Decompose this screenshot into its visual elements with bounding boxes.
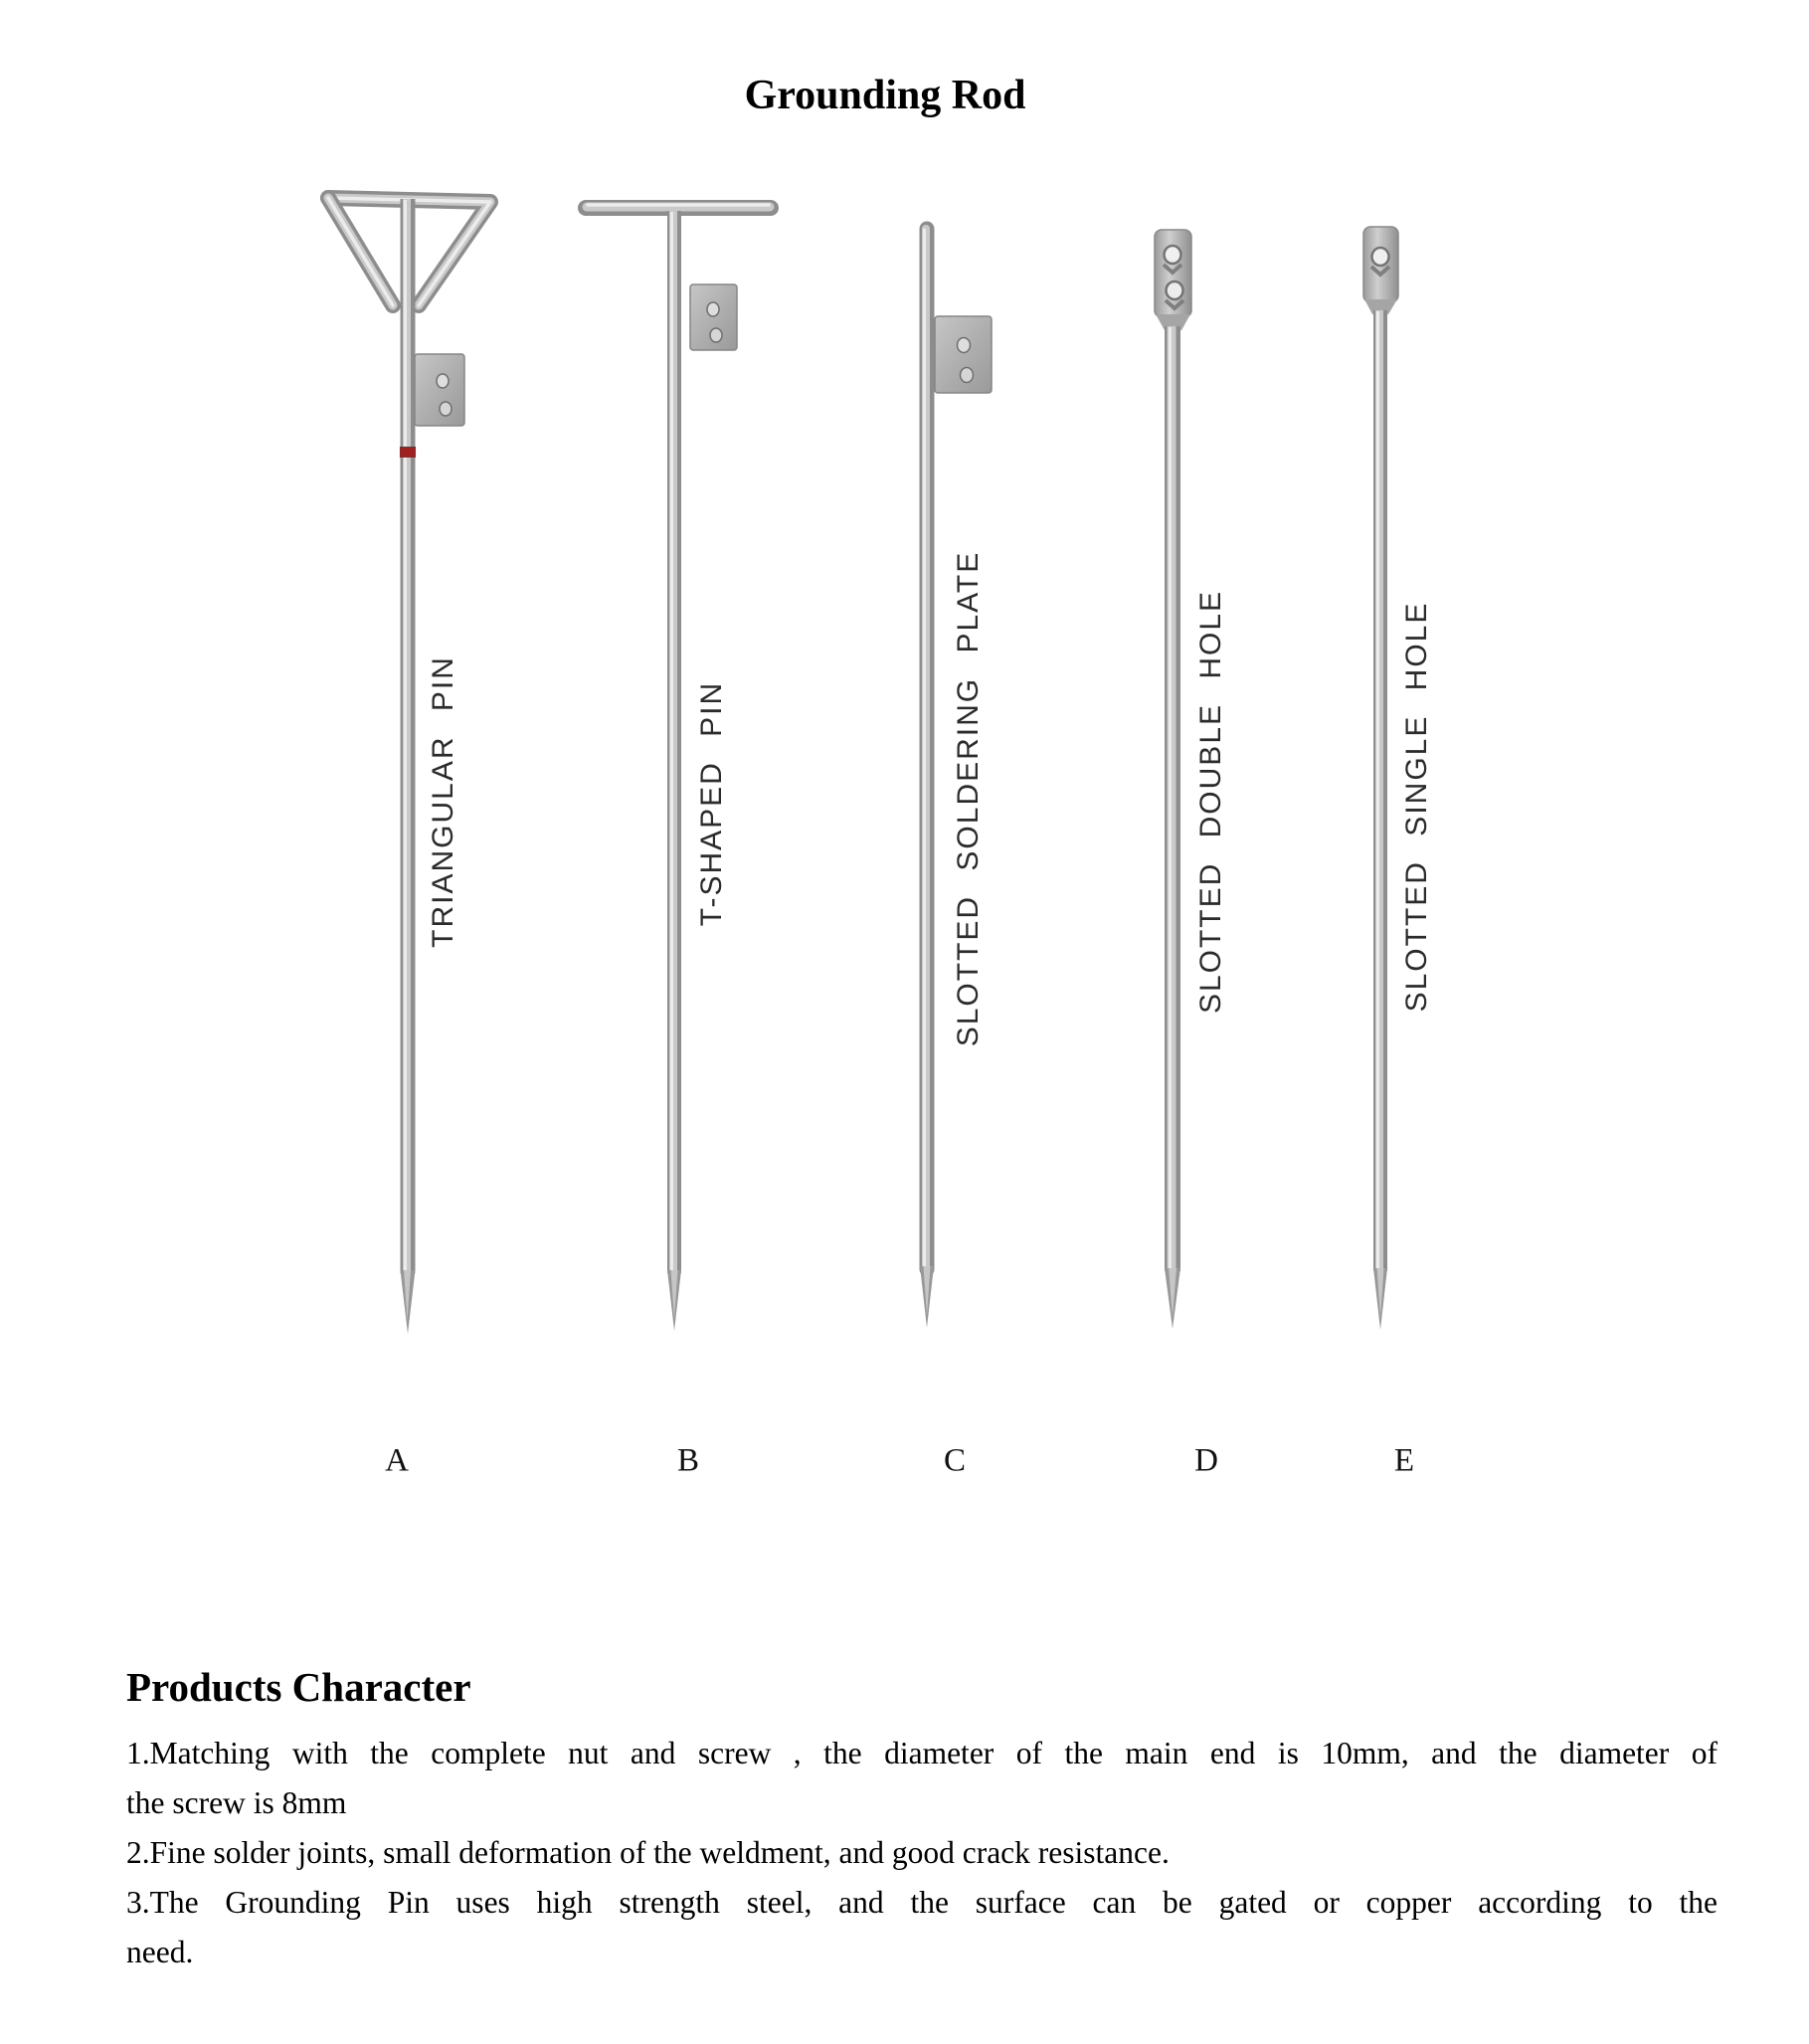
rod-a-red-mark xyxy=(400,447,416,458)
character-line-1: 1.Matching with the complete nut and screw , the diameter of the main end is 10mm, and the diameter of xyxy=(126,1736,1718,1770)
character-line-4: 3.The Grounding Pin uses high strength steel, and the surface can be gated or copper according to the xyxy=(126,1885,1718,1920)
character-line-3: 2.Fine solder joints, small deformation of the weldment, and good crack resistance. xyxy=(126,1835,1170,1870)
rod-d-hole-1 xyxy=(1165,246,1181,264)
rod-b-letter: B xyxy=(676,1442,700,1479)
rod-a-image xyxy=(328,198,490,1334)
rod-c-label: SLOTTED SOLDERING PLATE xyxy=(952,550,985,1047)
rod-e-hole xyxy=(1372,248,1389,266)
products-character-section xyxy=(126,1663,1718,1977)
rod-e-letter: E xyxy=(1393,1442,1415,1479)
rod-a-letter: A xyxy=(385,1442,409,1479)
rod-b-image xyxy=(586,205,771,1331)
products-character-heading: Products Character xyxy=(126,1664,471,1710)
rod-e-image xyxy=(1363,227,1398,1330)
page-title: Grounding Rod xyxy=(744,73,1026,118)
rod-e-label: SLOTTED SINGLE HOLE xyxy=(1400,601,1433,1013)
rod-d-hole-2 xyxy=(1167,281,1183,299)
rod-c-soldering-plate xyxy=(935,316,992,393)
rod-b-bracket xyxy=(690,284,737,350)
character-line-2: the screw is 8mm xyxy=(126,1785,347,1820)
character-line-5: need. xyxy=(126,1935,194,1969)
rod-d-image xyxy=(1155,230,1191,1329)
rod-a-bracket xyxy=(415,354,464,426)
rod-d-label: SLOTTED DOUBLE HOLE xyxy=(1194,589,1227,1015)
rod-d-letter: D xyxy=(1194,1442,1218,1479)
rod-c-letter: C xyxy=(943,1442,967,1479)
rod-a-label: TRIANGULAR PIN xyxy=(427,655,459,948)
rod-b-label: T-SHAPED PIN xyxy=(695,680,728,927)
